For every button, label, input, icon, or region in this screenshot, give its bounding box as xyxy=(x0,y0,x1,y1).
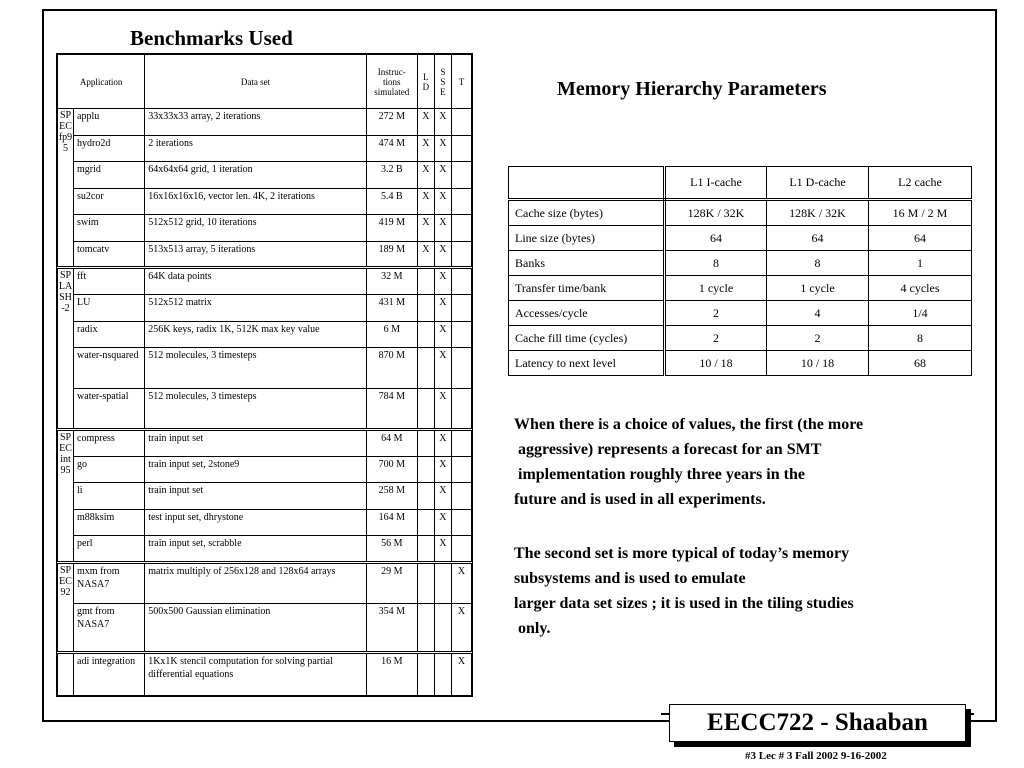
table-row xyxy=(58,603,472,652)
benchmarks-table xyxy=(56,53,473,697)
table-row xyxy=(58,562,472,603)
table-row xyxy=(58,109,472,136)
table-row xyxy=(58,536,472,563)
memory-row xyxy=(509,276,972,301)
benchmark-app: li xyxy=(74,483,145,510)
memory-param-value: 10 / 18 xyxy=(665,351,767,376)
benchmark-sse-mark: X xyxy=(434,295,451,322)
benchmark-instructions: 5.4 B xyxy=(366,188,417,215)
benchmark-t-mark xyxy=(451,109,471,136)
memory-header-row xyxy=(509,167,972,200)
memory-param-label: Accesses/cycle xyxy=(509,301,665,326)
benchmark-t-mark xyxy=(451,389,471,430)
memory-param-value: 8 xyxy=(665,251,767,276)
benchmark-sse-mark: X xyxy=(434,162,451,189)
benchmark-ld-mark: X xyxy=(417,135,434,162)
benchmark-sse-mark: X xyxy=(434,241,451,268)
benchmark-ld-mark xyxy=(417,536,434,563)
benchmark-t-mark xyxy=(451,135,471,162)
memory-title: Memory Hierarchy Parameters xyxy=(557,78,827,100)
benchmark-ld-mark xyxy=(417,652,434,695)
benchmark-dataset: train input set, 2stone9 xyxy=(145,456,367,483)
table-row xyxy=(58,215,472,242)
benchmark-dataset: 64K data points xyxy=(145,268,367,295)
memory-row xyxy=(509,251,972,276)
benchmark-ld-mark: X xyxy=(417,241,434,268)
benchmark-group-label: SPECint95 xyxy=(58,429,74,562)
benchmark-t-mark xyxy=(451,215,471,242)
benchmark-group-label: SPLASH-2 xyxy=(58,268,74,430)
benchmark-t-mark xyxy=(451,295,471,322)
table-row xyxy=(58,348,472,389)
benchmark-t-mark xyxy=(451,536,471,563)
benchmark-sse-mark: X xyxy=(434,456,451,483)
memory-column-header: L2 cache xyxy=(869,167,972,200)
memory-param-label: Line size (bytes) xyxy=(509,226,665,251)
benchmark-t-mark: X xyxy=(451,562,471,603)
benchmark-sse-mark: X xyxy=(434,321,451,348)
footer-brand: EECC722 - Shaaban xyxy=(707,709,928,736)
memory-column-header xyxy=(509,167,665,200)
memory-param-value: 2 xyxy=(767,326,869,351)
memory-param-value: 16 M / 2 M xyxy=(869,200,972,226)
benchmark-instructions: 6 M xyxy=(366,321,417,348)
memory-param-value: 1/4 xyxy=(869,301,972,326)
benchmark-instructions: 189 M xyxy=(366,241,417,268)
benchmark-dataset: train input set xyxy=(145,429,367,456)
header-t: T xyxy=(451,55,471,109)
table-row xyxy=(58,321,472,348)
benchmark-app: compress xyxy=(74,429,145,456)
memory-param-value: 8 xyxy=(869,326,972,351)
benchmark-sse-mark: X xyxy=(434,509,451,536)
memory-table xyxy=(508,166,971,376)
benchmark-sse-mark: X xyxy=(434,215,451,242)
benchmark-ld-mark xyxy=(417,295,434,322)
note-paragraph-1: When there is a choice of values, the first (the more aggressive) represents a forecast for an SMT implementation roughly three years in the future and is used in all experiments. xyxy=(514,416,864,508)
benchmark-instructions: 16 M xyxy=(366,652,417,695)
benchmark-instructions: 64 M xyxy=(366,429,417,456)
benchmark-instructions: 784 M xyxy=(366,389,417,430)
benchmark-app: adi integration xyxy=(74,652,145,695)
memory-param-value: 10 / 18 xyxy=(767,351,869,376)
table-row xyxy=(58,389,472,430)
benchmark-app: swim xyxy=(74,215,145,242)
benchmark-ld-mark xyxy=(417,268,434,295)
benchmark-sse-mark: X xyxy=(434,348,451,389)
memory-param-value: 1 xyxy=(869,251,972,276)
header-dataset: Data set xyxy=(145,55,367,109)
header-sse: S S E xyxy=(434,55,451,109)
benchmark-sse-mark xyxy=(434,603,451,652)
header-instructions: Instruc-tions simulated xyxy=(366,55,417,109)
memory-param-value: 2 xyxy=(665,326,767,351)
memory-param-label: Cache size (bytes) xyxy=(509,200,665,226)
benchmark-group-label xyxy=(58,652,74,695)
benchmark-ld-mark xyxy=(417,348,434,389)
benchmark-app: perl xyxy=(74,536,145,563)
memory-param-value: 8 xyxy=(767,251,869,276)
table-row xyxy=(58,295,472,322)
memory-param-label: Transfer time/bank xyxy=(509,276,665,301)
benchmark-dataset: 256K keys, radix 1K, 512K max key value xyxy=(145,321,367,348)
benchmark-sse-mark: X xyxy=(434,109,451,136)
benchmark-sse-mark: X xyxy=(434,483,451,510)
memory-param-value: 4 cycles xyxy=(869,276,972,301)
benchmark-dataset: 512x512 matrix xyxy=(145,295,367,322)
note-paragraph-2: The second set is more typical of today’s memory subsystems and is used to emulate larger data set sizes ; it is used in the tiling studies only. xyxy=(514,545,854,637)
benchmark-ld-mark xyxy=(417,456,434,483)
benchmark-t-mark xyxy=(451,162,471,189)
footer-tick-left xyxy=(661,713,669,715)
benchmark-group-label: SPECfp95 xyxy=(58,109,74,268)
benchmark-dataset: 512 molecules, 3 timesteps xyxy=(145,389,367,430)
benchmark-instructions: 3.2 B xyxy=(366,162,417,189)
memory-row xyxy=(509,301,972,326)
benchmark-app: tomcatv xyxy=(74,241,145,268)
benchmark-ld-mark xyxy=(417,483,434,510)
benchmark-app: water-nsquared xyxy=(74,348,145,389)
benchmarks-title: Benchmarks Used xyxy=(130,26,293,50)
header-ld: L D xyxy=(417,55,434,109)
benchmark-app: go xyxy=(74,456,145,483)
benchmark-t-mark: X xyxy=(451,603,471,652)
benchmark-sse-mark: X xyxy=(434,389,451,430)
benchmark-ld-mark: X xyxy=(417,162,434,189)
benchmark-dataset: test input set, dhrystone xyxy=(145,509,367,536)
benchmark-sse-mark: X xyxy=(434,188,451,215)
benchmark-t-mark xyxy=(451,429,471,456)
header-application: Application xyxy=(58,55,145,109)
benchmark-sse-mark: X xyxy=(434,536,451,563)
table-row xyxy=(58,456,472,483)
benchmark-app: gmt from NASA7 xyxy=(74,603,145,652)
benchmark-ld-mark xyxy=(417,429,434,456)
benchmark-instructions: 354 M xyxy=(366,603,417,652)
memory-param-value: 1 cycle xyxy=(665,276,767,301)
memory-param-value: 64 xyxy=(767,226,869,251)
benchmark-sse-mark: X xyxy=(434,135,451,162)
table-row xyxy=(58,268,472,295)
benchmark-app: LU xyxy=(74,295,145,322)
benchmark-dataset: 512 molecules, 3 timesteps xyxy=(145,348,367,389)
benchmark-instructions: 32 M xyxy=(366,268,417,295)
benchmarks-header-row xyxy=(58,55,472,109)
benchmark-instructions: 164 M xyxy=(366,509,417,536)
benchmark-ld-mark: X xyxy=(417,109,434,136)
benchmark-instructions: 56 M xyxy=(366,536,417,563)
memory-param-value: 1 cycle xyxy=(767,276,869,301)
benchmark-instructions: 29 M xyxy=(366,562,417,603)
benchmark-sse-mark: X xyxy=(434,429,451,456)
benchmark-t-mark xyxy=(451,321,471,348)
benchmark-group-label: SPEC92 xyxy=(58,562,74,652)
benchmark-dataset: 513x513 array, 5 iterations xyxy=(145,241,367,268)
benchmark-dataset: train input set, scrabble xyxy=(145,536,367,563)
benchmark-t-mark xyxy=(451,188,471,215)
table-row xyxy=(58,429,472,456)
memory-column-header: L1 D-cache xyxy=(767,167,869,200)
benchmark-app: m88ksim xyxy=(74,509,145,536)
memory-param-value: 4 xyxy=(767,301,869,326)
benchmark-instructions: 431 M xyxy=(366,295,417,322)
memory-param-value: 128K / 32K xyxy=(665,200,767,226)
table-row xyxy=(58,483,472,510)
benchmark-dataset: 512x512 grid, 10 iterations xyxy=(145,215,367,242)
memory-row xyxy=(509,351,972,376)
benchmark-dataset: 33x33x33 array, 2 iterations xyxy=(145,109,367,136)
table-row xyxy=(58,162,472,189)
benchmark-instructions: 870 M xyxy=(366,348,417,389)
benchmark-app: radix xyxy=(74,321,145,348)
benchmark-instructions: 700 M xyxy=(366,456,417,483)
benchmark-dataset: 500x500 Gaussian elimination xyxy=(145,603,367,652)
table-row xyxy=(58,509,472,536)
benchmark-instructions: 258 M xyxy=(366,483,417,510)
benchmark-dataset: matrix multiply of 256x128 and 128x64 arrays xyxy=(145,562,367,603)
benchmark-app: mxm from NASA7 xyxy=(74,562,145,603)
benchmark-instructions: 419 M xyxy=(366,215,417,242)
memory-param-value: 128K / 32K xyxy=(767,200,869,226)
benchmark-instructions: 272 M xyxy=(366,109,417,136)
benchmark-app: applu xyxy=(74,109,145,136)
table-row xyxy=(58,652,472,695)
memory-row xyxy=(509,326,972,351)
benchmark-dataset: 16x16x16x16, vector len. 4K, 2 iterations xyxy=(145,188,367,215)
memory-param-label: Cache fill time (cycles) xyxy=(509,326,665,351)
memory-row xyxy=(509,226,972,251)
benchmark-t-mark xyxy=(451,456,471,483)
benchmark-app: mgrid xyxy=(74,162,145,189)
benchmark-t-mark xyxy=(451,241,471,268)
benchmark-sse-mark xyxy=(434,562,451,603)
benchmark-dataset: 1Kx1K stencil computation for solving partial differential equations xyxy=(145,652,367,695)
page-info: #3 Lec # 3 Fall 2002 9-16-2002 xyxy=(745,750,887,762)
benchmark-ld-mark xyxy=(417,562,434,603)
benchmark-instructions: 474 M xyxy=(366,135,417,162)
table-row xyxy=(58,135,472,162)
table-row xyxy=(58,241,472,268)
memory-param-label: Latency to next level xyxy=(509,351,665,376)
memory-param-value: 64 xyxy=(869,226,972,251)
benchmark-t-mark: X xyxy=(451,652,471,695)
benchmark-dataset: train input set xyxy=(145,483,367,510)
benchmark-ld-mark: X xyxy=(417,188,434,215)
benchmark-ld-mark xyxy=(417,321,434,348)
benchmark-sse-mark xyxy=(434,652,451,695)
memory-column-header: L1 I-cache xyxy=(665,167,767,200)
memory-param-label: Banks xyxy=(509,251,665,276)
benchmark-dataset: 64x64x64 grid, 1 iteration xyxy=(145,162,367,189)
benchmark-app: fft xyxy=(74,268,145,295)
benchmark-app: water-spatial xyxy=(74,389,145,430)
benchmark-app: hydro2d xyxy=(74,135,145,162)
benchmark-t-mark xyxy=(451,268,471,295)
benchmark-ld-mark xyxy=(417,603,434,652)
memory-row xyxy=(509,200,972,226)
benchmark-app: su2cor xyxy=(74,188,145,215)
table-row xyxy=(58,188,472,215)
benchmark-sse-mark: X xyxy=(434,268,451,295)
benchmark-ld-mark xyxy=(417,509,434,536)
memory-param-value: 68 xyxy=(869,351,972,376)
benchmark-dataset: 2 iterations xyxy=(145,135,367,162)
benchmark-ld-mark: X xyxy=(417,215,434,242)
memory-param-value: 64 xyxy=(665,226,767,251)
benchmark-t-mark xyxy=(451,509,471,536)
benchmark-t-mark xyxy=(451,483,471,510)
benchmark-ld-mark xyxy=(417,389,434,430)
benchmark-t-mark xyxy=(451,348,471,389)
memory-param-value: 2 xyxy=(665,301,767,326)
